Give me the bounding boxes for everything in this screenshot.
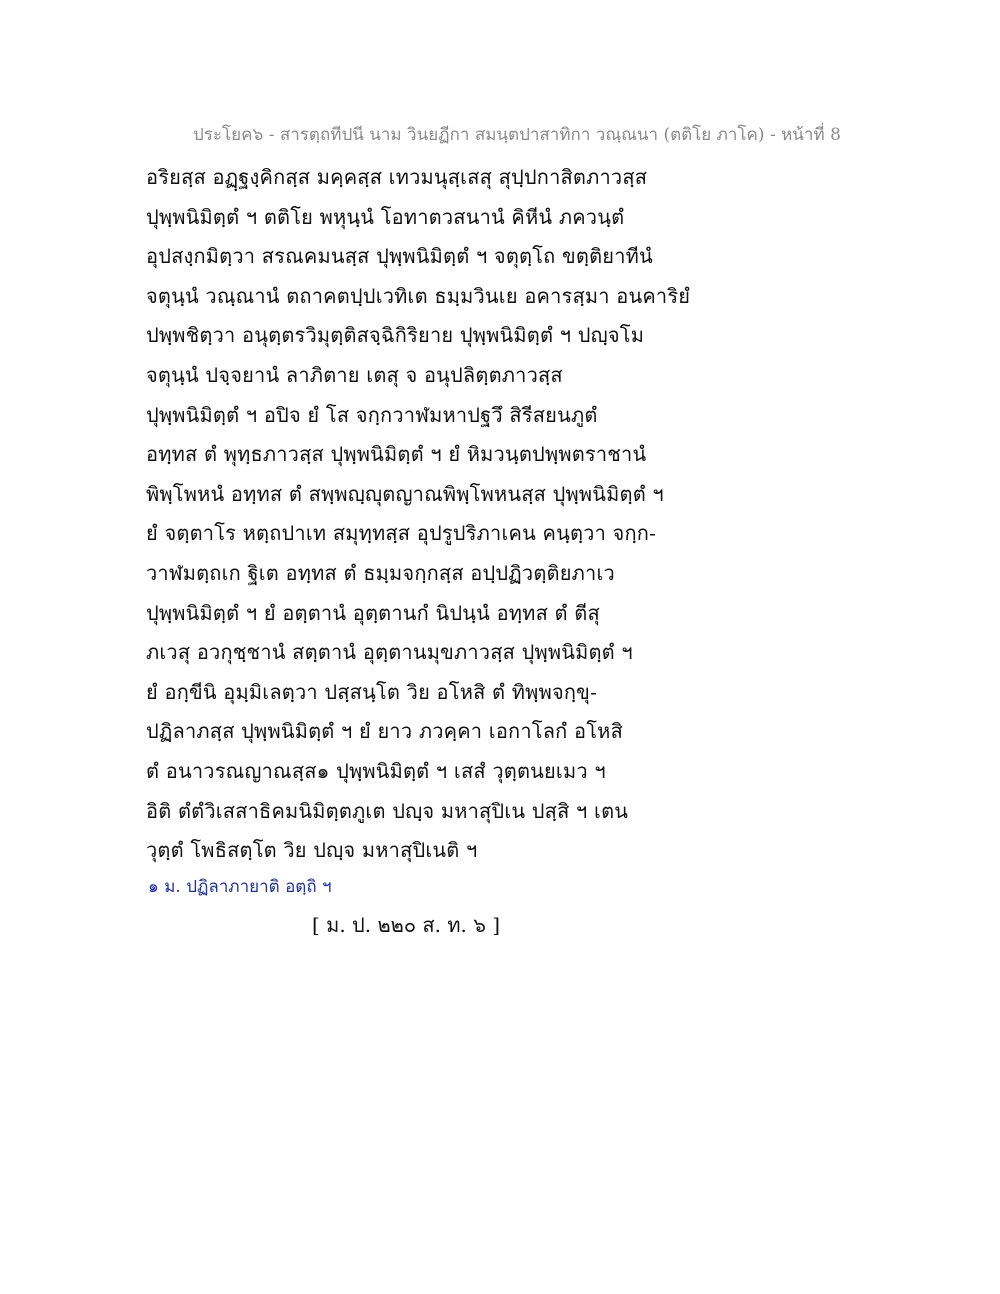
text-line: จตุนฺนํ ปจฺจยานํ ลาภิตาย เตสุ จ อนุปลิตฺตภาวสฺส (146, 362, 563, 387)
text-line: ปุพฺพนิมิตฺตํ ฯ ตติโย พหุนฺนํ โอทาตวสนานํ คิหีนํ ภควนฺตํ (146, 204, 625, 229)
text-line: ปุพฺพนิมิตฺตํ ฯ อปิจ ยํ โส จกฺกวาฬมหาปฐวึ สิรีสยนภูตํ (146, 402, 598, 427)
text-line: พิพฺโพหนํ อทฺทส ตํ สพฺพญฺญุตญาณพิพฺโพหนสฺส ปุพฺพนิมิตฺตํ ฯ (146, 481, 664, 506)
text-line: อิติ ตํตํวิเสสาธิคมนิมิตฺตภูเต ปญฺจ มหาสุปิเน ปสฺสิ ฯ เตน (146, 798, 629, 823)
text-line: ปฏิลาภสฺส ปุพฺพนิมิตฺตํ ฯ ยํ ยาว ภวคฺคา เอกาโลกํ อโหสิ (146, 719, 623, 744)
text-line: อริยสฺส อฏฺฐงฺคิกสฺส มคฺคสฺส เทวมนุสฺเสสุ สุปฺปกาสิตภาวสฺส (146, 165, 648, 189)
text-line: ตํ อนาวรณญาณสฺส๑ ปุพฺพนิมิตฺตํ ฯ เสสํ วุตฺตนยเมว ฯ (146, 758, 606, 783)
text-line: วุตฺตํ โพธิสตฺโต วิย ปญฺจ มหาสุปิเนติ ฯ (146, 838, 478, 863)
text-line: ภเวสุ อวกุชฺชานํ สตฺตานํ อุตฺตานมุขภาวสฺส ปุพฺพนิมิตฺตํ ฯ (146, 640, 633, 665)
text-line: ปุพฺพนิมิตฺตํ ฯ ยํ อตฺตานํ อุตฺตานกํ นิปนฺนํ อทฺทส ตํ ตีสุ (146, 600, 600, 625)
text-line: อทฺทส ตํ พุทฺธภาวสฺส ปุพฺพนิมิตฺตํ ฯ ยํ หิมวนฺตปพฺพตราชานํ (146, 442, 647, 467)
text-line: วาฬมตฺถเก ฐิเต อทฺทส ตํ ธมฺมจกฺกสฺส อปฺปฏิวตฺติยภาเว (146, 560, 615, 585)
body-text (146, 158, 866, 871)
text-line: จตุนฺนํ วณฺณานํ ตถาคตปฺปเวทิเต ธมฺมวินเย อคารสฺมา อนคาริยํ (146, 283, 691, 308)
page-header: ประโยค๖ - สารตฺถทีปนี นาม วินยฏีกา สมนฺตปาสาทิกา วณฺณนา (ตติโย ภาโค) - หน้าที่ 8 (193, 125, 841, 145)
text-line: ปพฺพชิตฺวา อนุตฺตรวิมุตฺติสจฺฉิกิริยาย ปุพฺพนิมิตฺตํ ฯ ปญฺจโม (146, 323, 645, 348)
text-line: อุปสงฺกมิตฺวา สรณคมนสฺส ปุพฺพนิมิตฺตํ ฯ จตุตฺโถ ขตฺติยาทีนํ (146, 244, 653, 269)
text-line: ยํ อกฺขีนิ อุมฺมิเลตฺวา ปสฺสนฺโต วิย อโหสิ ตํ ทิพฺพจกฺขุ- (146, 679, 598, 704)
text-line: ยํ จตฺตาโร หตฺถปาเท สมุทฺทสฺส อุปรูปริภาเคน คนฺตฺวา จกฺก- (146, 521, 657, 546)
footnote: ๑ ม. ปฏิลาภายาติ อตฺถิ ฯ (148, 877, 332, 897)
page-reference: [ ม. ป. ๒๒๐ ส. ท. ๖ ] (312, 913, 501, 937)
